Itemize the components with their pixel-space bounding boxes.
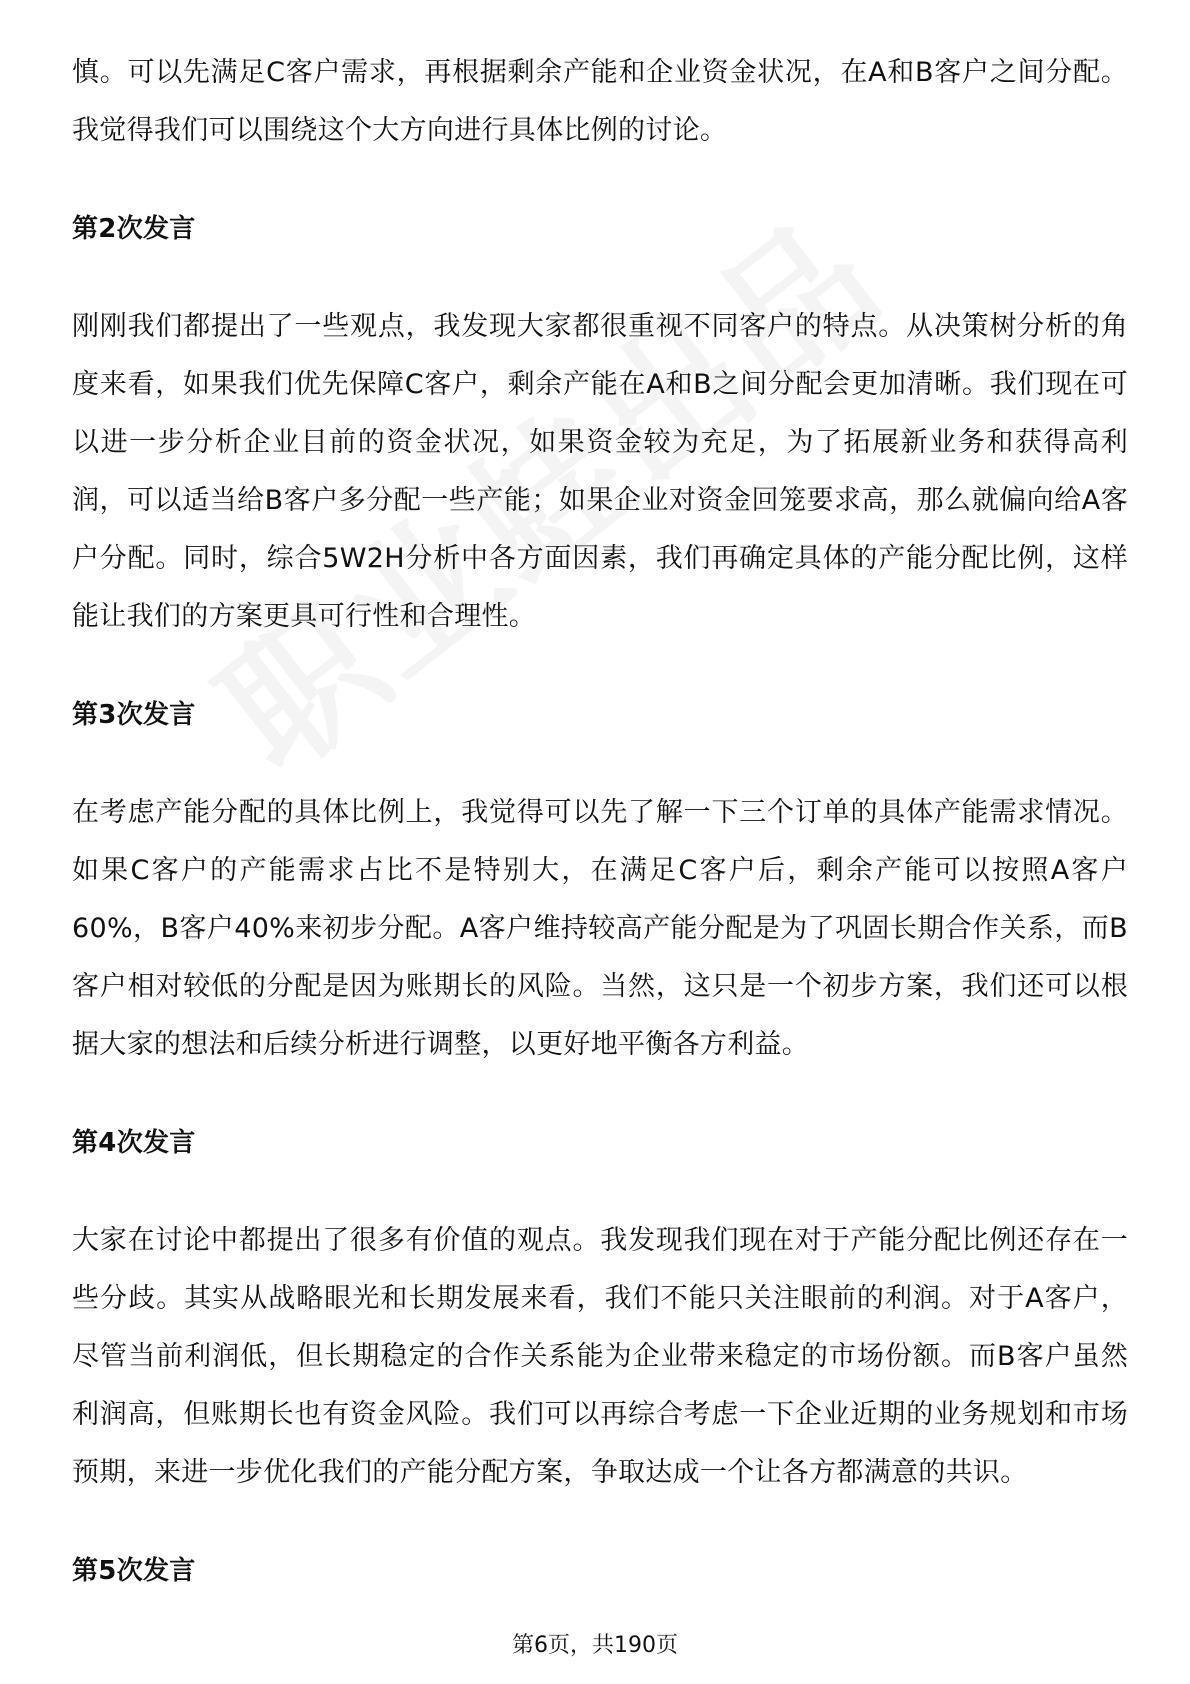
section-heading-3: 第3次发言 [72,700,196,730]
page-content [72,44,1128,1600]
paragraph-section-3: 在考虑产能分配的具体比例上，我觉得可以先了解一下三个订单的具体产能需求情况。如果C客户的产能需求占比不是特别大，在满足C客户后，剩余产能可以按照A客户60%，B客户40%来初步分配。A客户维持较高产能分配是为了巩固长期合作关系，而B客户相对较低的分配是因为账期长的风险。当然，这只是一个初步方案，我们还可以根据大家的想法和后续分析进行调整，以更好地平衡各方利益。 [72,797,1128,1060]
page-number: 第6页，共190页 [512,1633,678,1658]
section-heading-2: 第2次发言 [72,214,196,244]
paragraph-section-2: 刚刚我们都提出了一些观点，我发现大家都很重视不同客户的特点。从决策树分析的角度来看，如果我们优先保障C客户，剩余产能在A和B之间分配会更加清晰。我们现在可以进一步分析企业目前的资金状况，如果资金较为充足，为了拓展新业务和获得高利润，可以适当给B客户多分配一些产能；如果企业对资金回笼要求高，那么就偏向给A客户分配。同时，综合5W2H分析中各方面因素，我们再确定具体的产能分配比例，这样能让我们的方案更具可行性和合理性。 [72,311,1128,632]
paragraph-section-4: 大家在讨论中都提出了很多有价值的观点。我发现我们现在对于产能分配比例还存在一些分歧。其实从战略眼光和长期发展来看，我们不能只关注眼前的利润。对于A客户，尽管当前利润低，但长期稳定的合作关系能为企业带来稳定的市场份额。而B客户虽然利润高，但账期长也有资金风险。我们可以再综合考虑一下企业近期的业务规划和市场预期，来进一步优化我们的产能分配方案，争取达成一个让各方都满意的共识。 [72,1225,1128,1488]
section-heading-5: 第5次发言 [72,1556,196,1586]
section-heading-4: 第4次发言 [72,1128,196,1158]
paragraph-intro: 慎。可以先满足C客户需求，再根据剩余产能和企业资金状况，在A和B客户之间分配。我觉得我们可以围绕这个大方向进行具体比例的讨论。 [72,57,1128,146]
